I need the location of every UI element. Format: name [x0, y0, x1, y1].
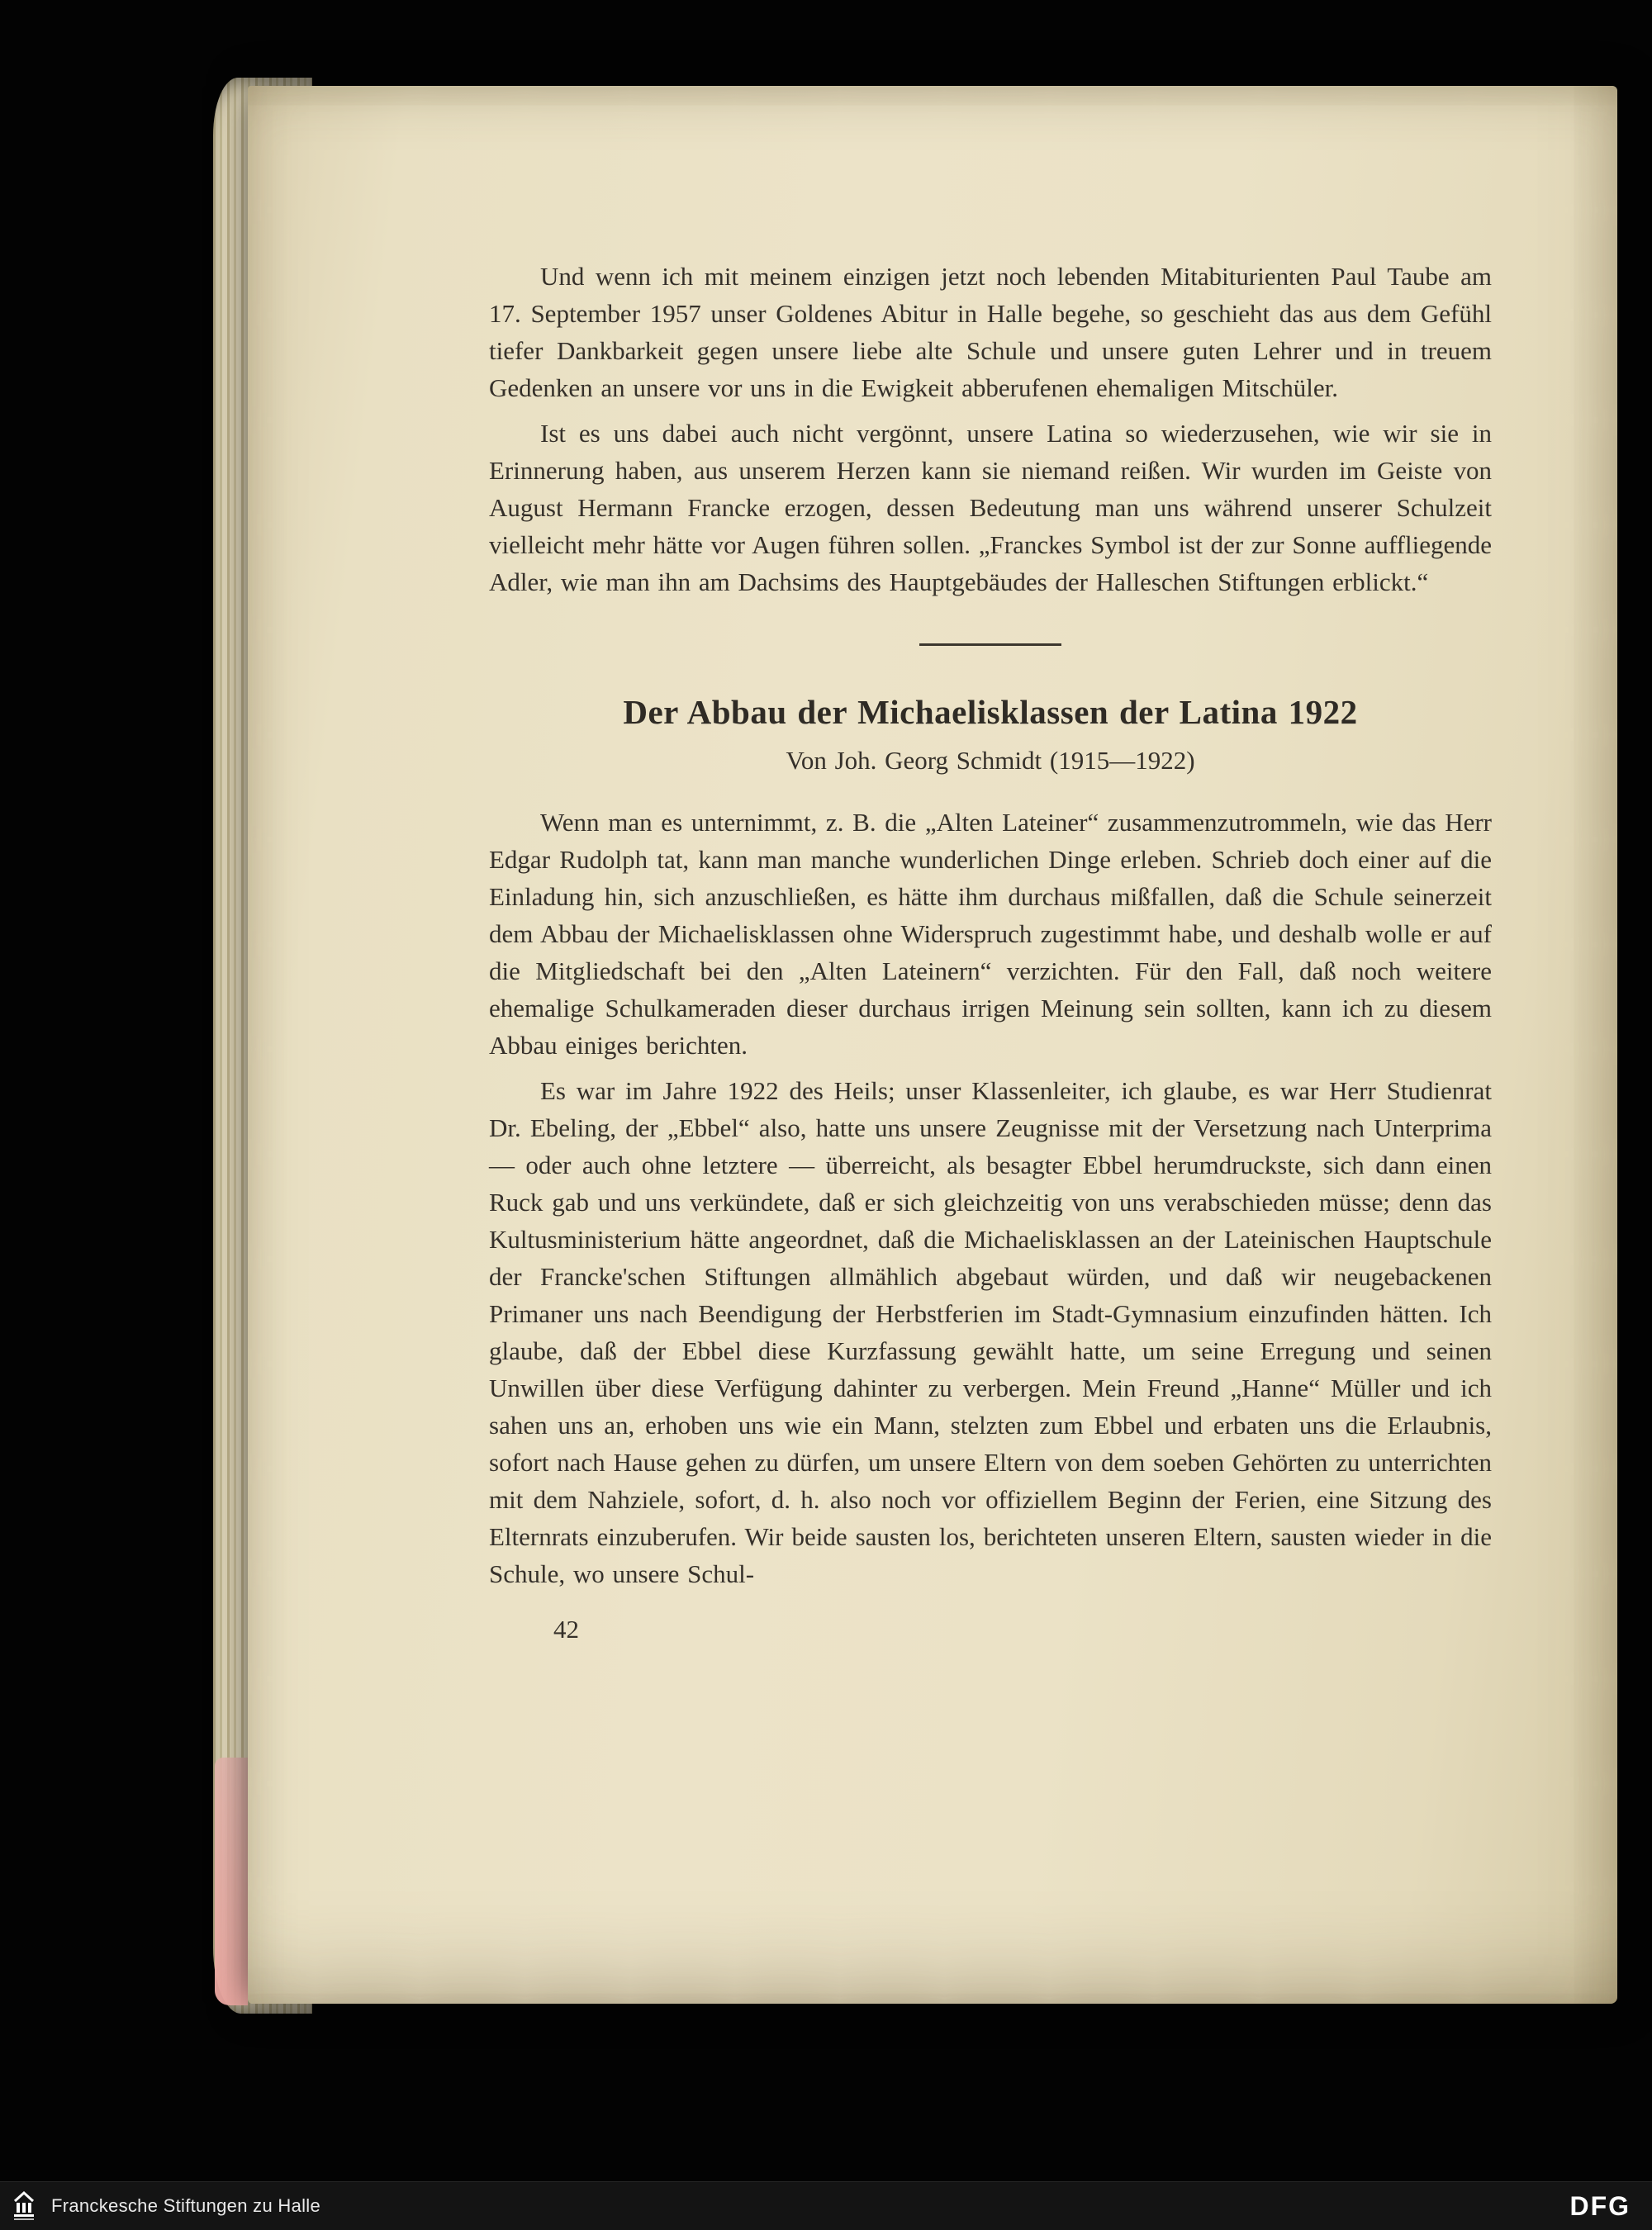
section-divider — [919, 643, 1061, 646]
franckesche-stiftungen-logo-icon — [8, 2188, 40, 2224]
book-page — [248, 86, 1617, 2004]
pink-page-edge — [215, 1758, 248, 2005]
dfg-logo: DFG — [1569, 2190, 1631, 2221]
section-heading: Der Abbau der Michaelisklassen der Latina 1922 — [623, 693, 1358, 731]
section-byline: Von Joh. Georg Schmidt (1915—1922) — [786, 746, 1195, 775]
paragraph: Wenn man es unternimmt, z. B. die „Alten Lateiner“ zusammenzutrommeln, wie das Herr Edgar Rudolph tat, kann man manche wunderlichen Dinge erleben. Schrieb doch einer auf die Einladung hin, sich anzuschließen, es hätte ihm durchaus mißfallen, daß die Schule seinerzeit dem Abbau der Michaelisklassen ohne Widerspruch zugestimmt habe, und deshalb wolle er auf die Mitgliedschaft bei den „Alten Lateinern“ verzichten. Für den Fall, daß noch weitere ehemalige Schulkameraden dieser durchaus irrigen Meinung sein sollten, kann ich zu diesem Abbau einiges berichten. — [489, 808, 1492, 1060]
viewer-footer — [0, 2181, 1652, 2230]
page-text — [489, 258, 1492, 1648]
paragraph: Ist es uns dabei auch nicht vergönnt, unsere Latina so wiederzusehen, wie wir sie in Erinnerung haben, aus unserem Herzen kann sie niemand reißen. Wir wurden im Geiste von August Hermann Francke erzogen, dessen Bedeutung man uns während unserer Schulzeit vielleicht mehr hätte vor Augen führen sollen. „Franckes Symbol ist der zur Sonne auffliegende Adler, wie man ihn am Dachsims des Hauptgebäudes der Halleschen Stiftungen erblickt.“ — [489, 419, 1492, 596]
footer-library-block — [0, 2188, 320, 2224]
paragraph: Es war im Jahre 1922 des Heils; unser Klassenleiter, ich glaube, es war Herr Studienrat Dr. Ebeling, der „Ebbel“ also, hatte uns unsere Zeugnisse mit der Versetzung nach Unterprima — oder auch ohne letztere — überreicht, als besagter Ebbel herumdruckste, sich dann einen Ruck gab und uns verkündete, daß er sich gleichzeitig von uns verabschieden müsse; denn das Kultusministerium hätte angeordnet, daß die Michaelisklassen an der Lateinischen Hauptschule der Francke'schen Stiftungen allmählich abgebaut würden, und daß wir neugebackenen Primaner uns nach Beendigung der Herbstferien im Stadt-Gymnasium einzufinden hätten. Ich glaube, daß der Ebbel diese Kurzfassung gewählt hatte, um seine Erregung und seinen Unwillen über diese Verfügung dahinter zu verbergen. Mein Freund „Hanne“ Müller und ich sahen uns an, erhoben uns wie ein Mann, stelzten zum Ebbel und erbaten uns die Erlaubnis, sofort nach Hause gehen zu dürfen, um unsere Eltern von dem soeben Gehörten zu unterrichten mit dem Nahziele, sofort, d. h. also noch vor offiziellem Beginn der Ferien, eine Sitzung des Elternrats einzuberufen. Wir beide sausten los, berichteten unseren Eltern, sausten wieder in die Schule, wo unsere Schul- — [489, 1076, 1492, 1588]
library-name: Franckesche Stiftungen zu Halle — [51, 2195, 321, 2216]
paragraph: Und wenn ich mit meinem einzigen jetzt noch lebenden Mitabiturienten Paul Taube am 17. September 1957 unser Goldenes Abitur in Halle begehe, so geschieht das aus dem Gefühl tiefer Dankbarkeit gegen unsere liebe alte Schule und unsere guten Lehrer und in treuem Gedenken an unsere vor uns in die Ewigkeit abberufenen ehemaligen Mitschüler. — [489, 262, 1492, 402]
page-number: 42 — [553, 1615, 579, 1644]
